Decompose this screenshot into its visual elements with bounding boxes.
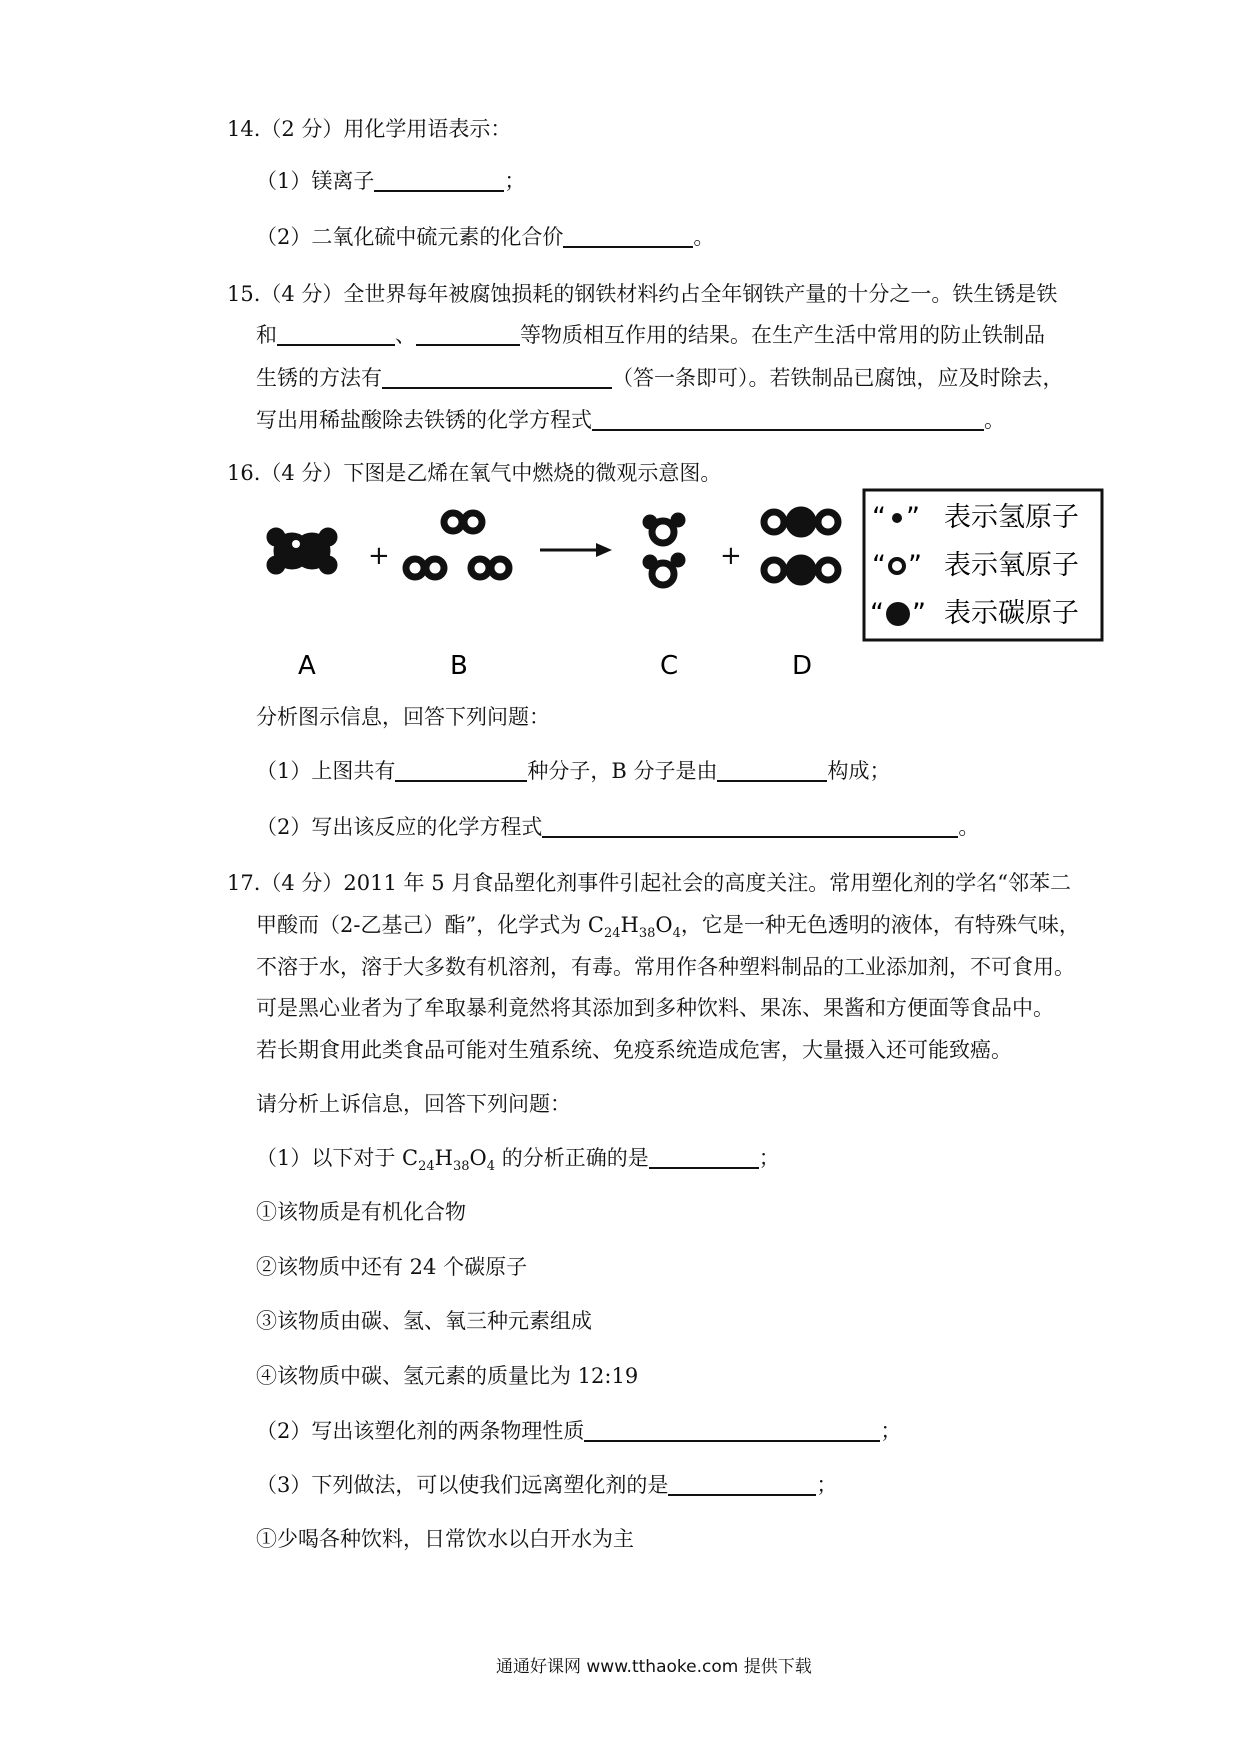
q15-line2-b: 、: [395, 323, 416, 347]
q16-part1-a: （1）上图共有: [256, 759, 396, 783]
formula-part: O: [655, 913, 673, 937]
reaction-diagram: [250, 488, 1130, 688]
q14-part1: [256, 166, 525, 196]
q16-part2: [256, 812, 979, 842]
option-text: ①少喝各种饮料，日常饮水以白开水为主: [256, 1527, 634, 1551]
q17-line5: [256, 1035, 1012, 1065]
option-text: ②该物质中还有 24 个碳原子: [256, 1255, 528, 1279]
plus-sign-2: +: [720, 541, 742, 571]
legend: [870, 502, 1079, 629]
molecule-c-icon: [643, 513, 685, 585]
answer-blank[interactable]: [382, 365, 612, 389]
q17-line3-text: 不溶于水，溶于大多数有机溶剂，有毒。常用作各种塑料制品的工业添加剂，不可食用。: [256, 955, 1075, 979]
q16-intro: [256, 702, 550, 732]
q15-line2-c: 等物质相互作用的结果。在生产生活中常用的防止铁制品: [520, 323, 1045, 347]
q17-part1-a: （1）以下对于 C: [256, 1146, 419, 1170]
q17-intro: [256, 1089, 571, 1119]
q17-line3: [256, 952, 1075, 982]
q17-line5-text: 若长期食用此类食品可能对生殖系统、免疫系统造成危害，大量摄入还可能致癌。: [256, 1038, 1012, 1062]
q17-part3: [256, 1470, 837, 1500]
q15-line4-a: 写出用稀盐酸除去铁锈的化学方程式: [256, 408, 592, 432]
option-text: ④该物质中碳、氢元素的质量比为 12:19: [256, 1364, 639, 1388]
q15-line3: [256, 363, 1064, 393]
q17-part3-a: （3）下列做法，可以使我们远离塑化剂的是: [256, 1473, 669, 1497]
q15-line2: [256, 320, 1045, 350]
subscript: 24: [418, 1159, 435, 1175]
q17-line2-a: 甲酸而（2-乙基己）酯”，化学式为 C: [256, 913, 604, 937]
answer-blank[interactable]: [584, 1418, 880, 1442]
q16-part1: [256, 756, 890, 786]
q14-part2-end: 。: [693, 225, 715, 249]
q16-part2-b: 。: [958, 815, 980, 839]
page-footer: 通通好课网 www.tthaoke.com 提供下载: [496, 1657, 812, 1677]
answer-blank[interactable]: [668, 1472, 816, 1496]
label-a: A: [298, 651, 316, 681]
subscript: 4: [672, 926, 681, 942]
q14-part1-end: ；: [504, 169, 526, 193]
q15-line2-a: 和: [256, 323, 277, 347]
legend-hydrogen: 表示氢原子: [944, 502, 1079, 533]
q16-part2-a: （2）写出该反应的化学方程式: [256, 815, 543, 839]
legend-quote: ”: [908, 550, 922, 581]
q16-part1-c: 构成；: [827, 759, 891, 783]
q17-line4: [256, 993, 1054, 1023]
q17-option-5: [256, 1524, 634, 1554]
q17-part2: [256, 1416, 901, 1446]
q15-line3-b: （答一条即可）。若铁制品已腐蚀，应及时除去，: [612, 366, 1064, 390]
q17-line1: [227, 868, 1071, 898]
legend-quote: “: [872, 550, 886, 581]
q17-line2-b: ，它是一种无色透明的液体，有特殊气味，: [680, 913, 1080, 937]
label-d: D: [792, 651, 813, 681]
q17-line4-text: 可是黑心业者为了牟取暴利竟然将其添加到多种饮料、果冻、果酱和方便面等食品中。: [256, 996, 1054, 1020]
q15-line3-a: 生锈的方法有: [256, 366, 382, 390]
q14-part2-label: （2）二氧化硫中硫元素的化合价: [256, 225, 564, 249]
legend-oxygen: 表示氧原子: [944, 550, 1079, 581]
answer-blank[interactable]: [592, 407, 984, 431]
q17-option-2: [256, 1252, 527, 1282]
legend-quote: ”: [906, 502, 920, 533]
q17-part1-c: ；: [758, 1146, 780, 1170]
q17-line2: [256, 910, 1080, 940]
q16-stem-text: 16.（4 分）下图是乙烯在氧气中燃烧的微观示意图。: [227, 461, 722, 485]
molecule-d-icon: [764, 507, 838, 585]
q17-part2-a: （2）写出该塑化剂的两条物理性质: [256, 1419, 585, 1443]
q17-option-3: [256, 1306, 592, 1336]
plus-sign-1: +: [368, 541, 390, 571]
legend-quote: ”: [912, 598, 926, 629]
label-c: C: [660, 651, 679, 681]
hydrogen-atom-icon: [892, 513, 902, 523]
answer-blank[interactable]: [395, 758, 527, 782]
q16-intro-text: 分析图示信息，回答下列问题：: [256, 705, 550, 729]
legend-quote: “: [870, 598, 884, 629]
subscript: 4: [486, 1159, 496, 1175]
answer-blank[interactable]: [277, 322, 395, 346]
answer-blank[interactable]: [374, 168, 504, 192]
answer-blank[interactable]: [563, 224, 693, 248]
q17-part3-b: ；: [816, 1473, 838, 1497]
option-text: ①该物质是有机化合物: [256, 1200, 466, 1224]
answer-blank[interactable]: [416, 322, 520, 346]
legend-quote: “: [872, 502, 886, 533]
q17-line1-text: 17.（4 分）2011 年 5 月食品塑化剂事件引起社会的高度关注。常用塑化剂的学名“邻苯二: [227, 871, 1071, 895]
oxygen-atom-icon: [890, 559, 904, 573]
molecule-a-icon: [267, 528, 337, 574]
q17-option-1: [256, 1197, 466, 1227]
answer-blank[interactable]: [649, 1145, 759, 1169]
molecule-b-icon: [406, 513, 509, 577]
q15-line1-text: 15.（4 分）全世界每年被腐蚀损耗的钢铁材料约占全年钢铁产量的十分之一。铁生锈是铁: [227, 282, 1058, 306]
q15-line4: [256, 405, 1005, 435]
subscript: 38: [452, 1159, 470, 1175]
carbon-atom-icon: [886, 602, 910, 626]
q17-part1: [256, 1143, 780, 1173]
q16-part1-b: 种分子，B 分子是由: [527, 759, 718, 783]
subscript: 38: [638, 926, 656, 942]
q17-intro-text: 请分析上诉信息，回答下列问题：: [256, 1092, 571, 1116]
q17-option-4: [256, 1361, 638, 1391]
q17-part1-b: 的分析正确的是: [495, 1146, 649, 1170]
reaction-arrow-icon: [540, 543, 612, 557]
q15-line1: [227, 279, 1057, 309]
formula-part: H: [620, 913, 639, 937]
q17-part2-b: ；: [880, 1419, 902, 1443]
formula-part: O: [469, 1146, 487, 1170]
subscript: 24: [603, 926, 621, 942]
legend-carbon: 表示碳原子: [944, 598, 1079, 629]
answer-blank[interactable]: [542, 814, 958, 838]
option-text: ③该物质由碳、氢、氧三种元素组成: [256, 1309, 592, 1333]
label-b: B: [450, 651, 468, 681]
q14-part2: [256, 222, 714, 252]
answer-blank[interactable]: [717, 758, 827, 782]
q14-part1-label: （1）镁离子: [256, 169, 375, 193]
q14-stem: [227, 114, 511, 144]
formula-part: H: [434, 1146, 453, 1170]
q15-line4-b: 。: [984, 408, 1005, 432]
q14-stem-text: 14.（2 分）用化学用语表示：: [227, 117, 512, 141]
q16-stem: [227, 458, 721, 488]
